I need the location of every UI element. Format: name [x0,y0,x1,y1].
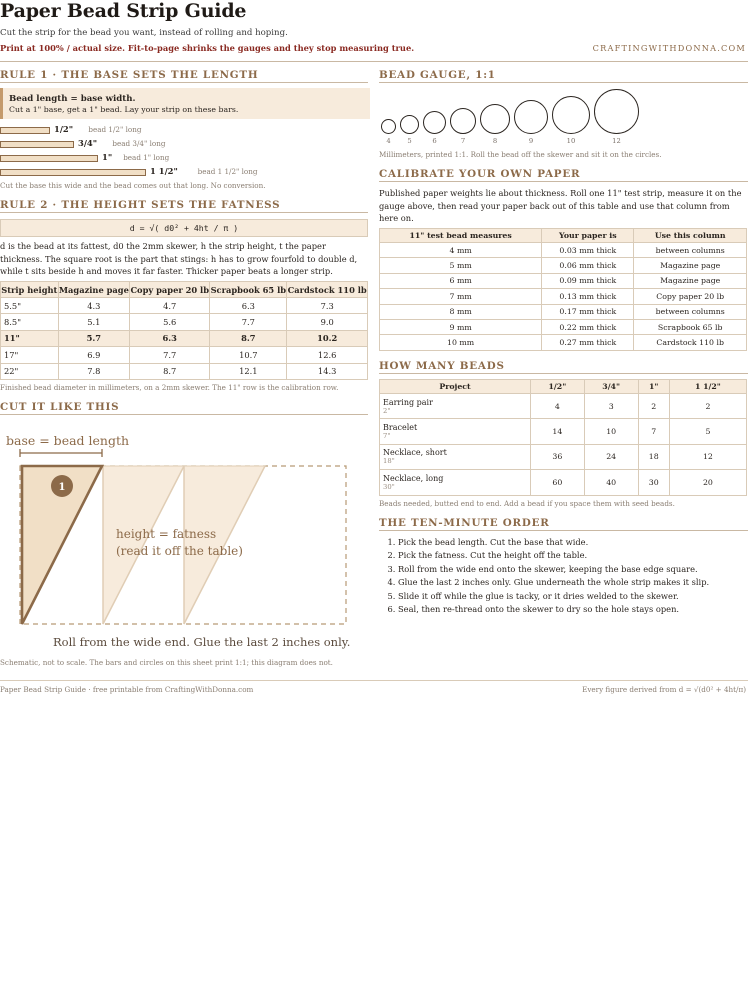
table-cell: 2 [669,394,746,419]
step-item: 5. Slide it off while the glue is tacky, or it dries welded to the skewer. [398,590,748,603]
table-cell: 10.7 [210,347,287,363]
print-note: Print at 100% / actual size. Fit-to-page shrinks the gauges and they stop measuring true. [0,43,415,53]
table-cell: 6.3 [210,298,287,314]
project-cell [380,419,531,444]
rule1-box-title: Bead length = base width. [9,94,136,104]
table-cell: 5 [669,419,746,444]
footer-divider [0,680,748,681]
steps-list [384,536,748,616]
table-row [380,258,747,273]
table-cell: 5.7 [58,330,130,346]
rule2-underline [0,212,368,213]
project-length: 2" [383,406,391,415]
table-row [380,394,747,419]
table-cell: 11" [1,330,59,346]
table-cell: 7.8 [58,363,130,379]
cut-underline [0,414,368,415]
fatness-formula: d = √( d0² + 4ht / π ) [0,219,368,237]
gauge-label: 8 [492,137,498,145]
table-cell: 20 [669,470,746,495]
table-row [1,347,368,363]
table-cell: 60 [531,470,585,495]
height-label-1: height = fatness [116,527,217,541]
table-cell: Copy paper 20 lb [634,289,747,304]
gauge-circle [480,104,510,134]
diameter-table [0,281,368,380]
table-cell: 18 [638,444,669,469]
rule2-text: d is the bead at its fattest, d0 the 2mm skewer, h the strip height, t the paper thickness. The square root is the part that stings: h has to grow fourfold to double d, while t sits beside h and moves it far faster. Thicker paper beats a longer strip. [0,241,358,277]
table-cell: 0.09 mm thick [542,273,634,288]
table-header: Magazine page [58,282,130,298]
table-cell: 10.2 [287,330,368,346]
table-header: 1" [638,380,669,394]
table-cell: 3 [584,394,638,419]
gauge-circle [423,111,446,134]
rule1-box [0,88,370,119]
rule1-footnote: Cut the base this wide and the bead comes out that long. No conversion. [0,181,266,190]
project-name: Necklace, long [383,473,444,483]
order-underline [379,530,748,531]
table-header: 3/4" [584,380,638,394]
table-cell: 4.7 [130,298,210,314]
table-cell: 7.7 [130,347,210,363]
gauge-circle [400,115,419,134]
table-cell: 0.06 mm thick [542,258,634,273]
table-cell: 4 [531,394,585,419]
table-row [380,273,747,288]
table-header: Cardstock 110 lb [287,282,368,298]
project-length: 18" [383,457,395,466]
table-cell: 24 [584,444,638,469]
table-header: Scrapbook 65 lb [210,282,287,298]
length-bar-note: bead 1/2" long [88,125,142,134]
table-header: 1 1/2" [669,380,746,394]
rule1-underline [0,82,368,83]
length-bar-size: 1" [102,152,113,162]
table-row [380,319,747,334]
calibrate-table [379,228,747,351]
table-row [1,298,368,314]
footer-right: Every figure derived from d = √(d0² + 4ht/π) [582,685,746,694]
table-cell: 5.1 [58,314,130,330]
gauge-label: 12 [612,137,621,145]
step-item: 3. Roll from the wide end onto the skewer, keeping the base edge square. [398,563,748,576]
table-cell: 4.3 [58,298,130,314]
rule1-box-text: Cut a 1" base, get a 1" bead. Lay your strip on these bars. [9,105,239,114]
step-number: 1 [58,482,66,493]
table-cell: Cardstock 110 lb [634,335,747,350]
table-cell: 0.03 mm thick [542,243,634,258]
gauge-label: 9 [528,137,534,145]
gauge-circle [552,96,590,134]
table-row [380,289,747,304]
cut-footnote: Schematic, not to scale. The bars and circles on this sheet print 1:1; this diagram does not. [0,658,333,667]
table-cell: 6.3 [130,330,210,346]
table-cell: 30 [638,470,669,495]
table-row [380,243,747,258]
base-label: base = bead length [6,433,130,448]
table-header: Copy paper 20 lb [130,282,210,298]
table-row [380,444,747,469]
table-header: Use this column [634,229,747,243]
table-cell: 9 mm [380,319,542,334]
gauge-heading: BEAD GAUGE, 1:1 [379,69,496,81]
step-item: 4. Glue the last 2 inches only. Glue underneath the whole strip makes it slip. [398,576,748,589]
length-bar [0,141,74,148]
bead-count-table [379,379,747,496]
page-title: Paper Bead Strip Guide [0,0,247,22]
table-header: Project [380,380,531,394]
table-cell: 10 [584,419,638,444]
table-cell: between columns [634,304,747,319]
table-row [380,335,747,350]
table-cell: 5.6 [130,314,210,330]
table-cell: 4 mm [380,243,542,258]
table-cell: 0.13 mm thick [542,289,634,304]
table-cell: 8.5" [1,314,59,330]
table-header: Strip height [1,282,59,298]
table-cell: 5.5" [1,298,59,314]
table-header: Your paper is [542,229,634,243]
project-cell [380,444,531,469]
length-bar [0,169,146,176]
table-cell: 10 mm [380,335,542,350]
gauge-circle [450,108,476,134]
gauge-label: 10 [566,137,576,145]
table-header: 1/2" [531,380,585,394]
table-cell: 36 [531,444,585,469]
table-cell: 7.3 [287,298,368,314]
table-cell: 8.7 [210,330,287,346]
length-bar-note: bead 3/4" long [112,139,166,148]
table-cell: 6 mm [380,273,542,288]
length-bar [0,127,50,134]
table-header: 11" test bead measures [380,229,542,243]
project-length: 30" [383,482,395,491]
gauge-circle [514,100,548,134]
table-cell: between columns [634,243,747,258]
gauge-label: 6 [432,137,437,145]
table-cell: 9.0 [287,314,368,330]
step-item: 1. Pick the bead length. Cut the base that wide. [398,536,748,549]
cut-heading: CUT IT LIKE THIS [0,401,120,413]
table-cell: 14.3 [287,363,368,379]
calibrate-text: Published paper weights lie about thickness. Roll one 11" test strip, measure it on the gauge above, then read your paper back out of this table and use that column from here on. [379,188,742,224]
table-row [1,314,368,330]
height-label-2: (read it off the table) [116,544,243,558]
gauge-label: 4 [386,137,391,145]
gauge-circle [381,119,396,134]
table-row [1,363,368,379]
step-item: 2. Pick the fatness. Cut the height off the table. [398,549,748,562]
table-cell: Scrapbook 65 lb [634,319,747,334]
site-name: CRAFTINGWITHDONNA.COM [592,43,746,53]
length-bar [0,155,98,162]
rule1-heading: RULE 1 · THE BASE SETS THE LENGTH [0,69,259,81]
gauge-label: 5 [407,137,412,145]
table-cell: 12.1 [210,363,287,379]
project-name: Earring pair [383,397,433,407]
project-name: Necklace, short [383,448,447,458]
howmany-footnote: Beads needed, butted end to end. Add a bead if you space them with seed beads. [379,499,675,508]
howmany-underline [379,373,748,374]
table-cell: Magazine page [634,273,747,288]
table-cell: 8.7 [130,363,210,379]
table-row [380,470,747,495]
project-length: 7" [383,432,391,441]
project-cell [380,470,531,495]
roll-caption: Roll from the wide end. Glue the last 2 inches only. [53,635,351,649]
table-cell: 2 [638,394,669,419]
table-cell: 0.17 mm thick [542,304,634,319]
table-cell: 17" [1,347,59,363]
table-cell: 14 [531,419,585,444]
table-cell: 6.9 [58,347,130,363]
gauge-label: 7 [460,137,466,145]
gauge-caption: Millimeters, printed 1:1. Roll the bead off the skewer and sit it on the circles. [379,150,662,159]
page-subtitle: Cut the strip for the bead you want, instead of rolling and hoping. [0,28,288,38]
rule2-heading: RULE 2 · THE HEIGHT SETS THE FATNESS [0,199,281,211]
gauge-underline [379,82,748,83]
table-cell: 5 mm [380,258,542,273]
table-cell: 0.27 mm thick [542,335,634,350]
table-cell: 7 mm [380,289,542,304]
length-bar-note: bead 1 1/2" long [197,167,258,176]
table-cell: 12.6 [287,347,368,363]
header-divider [0,61,748,62]
calibrate-heading: CALIBRATE YOUR OWN PAPER [379,168,581,180]
table-cell: 0.22 mm thick [542,319,634,334]
project-cell [380,394,531,419]
table-cell: 7 [638,419,669,444]
length-bar-size: 3/4" [78,138,98,148]
step-item: 6. Seal, then re-thread onto the skewer to dry so the hole stays open. [398,603,748,616]
project-name: Bracelet [383,423,418,433]
footer-left: Paper Bead Strip Guide · free printable from CraftingWithDonna.com [0,685,254,694]
table-cell: 40 [584,470,638,495]
rule2-footnote: Finished bead diameter in millimeters, on a 2mm skewer. The 11" row is the calibration row. [0,383,339,392]
cut-diagram [0,420,368,670]
table-cell: 22" [1,363,59,379]
order-heading: THE TEN-MINUTE ORDER [379,517,550,529]
gauge-circle [594,89,639,134]
table-row [380,419,747,444]
table-cell: 12 [669,444,746,469]
table-row [380,304,747,319]
calibrate-underline [379,181,748,182]
table-cell: Magazine page [634,258,747,273]
table-cell: 7.7 [210,314,287,330]
howmany-heading: HOW MANY BEADS [379,360,505,372]
table-row [1,330,368,346]
length-bar-size: 1 1/2" [150,166,178,176]
table-cell: 8 mm [380,304,542,319]
length-bar-note: bead 1" long [123,153,170,162]
length-bar-size: 1/2" [54,124,74,134]
